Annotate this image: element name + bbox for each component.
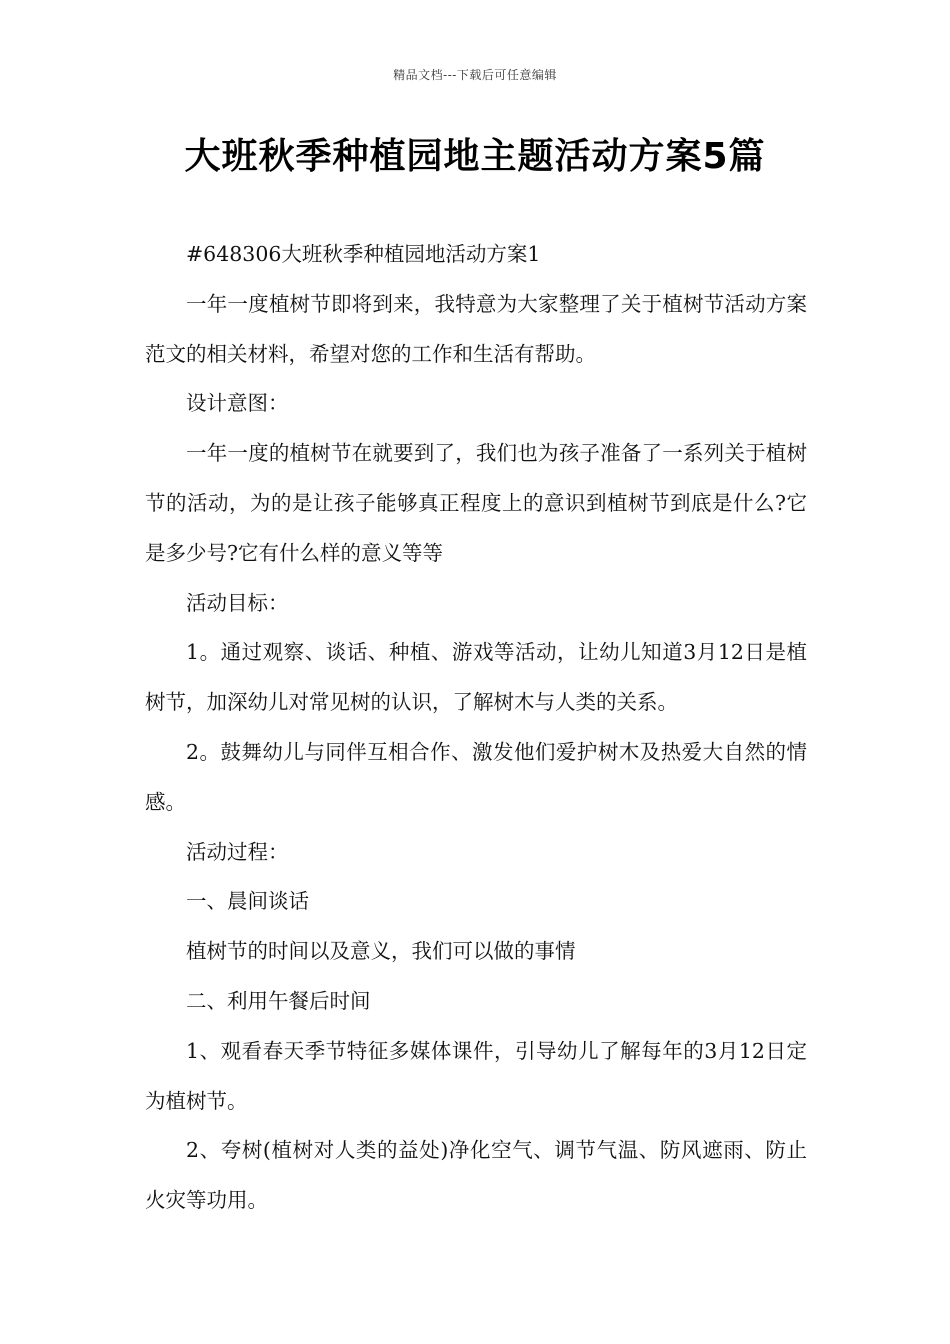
list-item: 1。通过观察、谈话、种植、游戏等活动，让幼儿知道3月12日是植树节，加深幼儿对常见树的认识，了解树木与人类的关系。	[145, 640, 807, 715]
section-label: 活动过程：	[186, 839, 289, 864]
paragraph: 一年一度植树节即将到来，我特意为大家整理了关于植树节活动方案范文的相关材料，希望对您的工作和生活有帮助。	[145, 291, 807, 366]
subsection-label: 二、利用午餐后时间	[186, 988, 371, 1013]
document-body	[145, 230, 807, 1226]
header-note: 精品文档---下载后可任意编辑	[393, 68, 557, 82]
subsection-label: 一、晨间谈话	[186, 889, 309, 914]
paragraph: 植树节的时间以及意义，我们可以做的事情	[186, 939, 576, 964]
list-item: 2。鼓舞幼儿与同伴互相合作、激发他们爱护树木及热爱大自然的情感。	[145, 739, 807, 814]
section-label: 活动目标：	[186, 590, 289, 615]
paragraph: 一年一度的植树节在就要到了，我们也为孩子准备了一系列关于植树节的活动，为的是让孩子能够真正程度上的意识到植树节到底是什么?它是多少号?它有什么样的意义等等	[145, 441, 807, 565]
list-item: 1、观看春天季节特征多媒体课件，引导幼儿了解每年的3月12日定为植树节。	[145, 1038, 807, 1113]
document-title: 大班秋季种植园地主题活动方案5篇	[184, 136, 766, 177]
section-label: 设计意图：	[186, 391, 289, 416]
list-item: 2、夸树(植树对人类的益处)净化空气、调节气温、防风遮雨、防止火灾等功用。	[145, 1138, 807, 1213]
paragraph-heading: #648306大班秋季种植园地活动方案1	[186, 242, 541, 266]
